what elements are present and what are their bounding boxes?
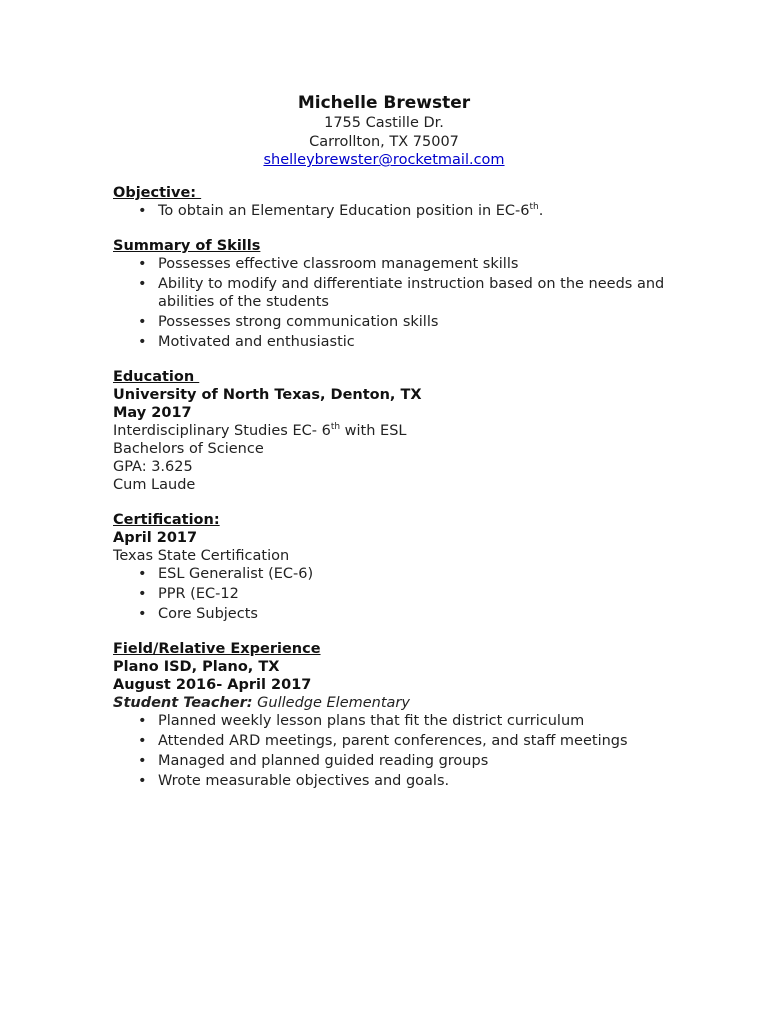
experience-heading: Field/Relative Experience (113, 641, 321, 657)
education-section (113, 368, 673, 494)
experience-dates: August 2016- April 2017 (113, 677, 312, 693)
role-title: Student Teacher: (113, 695, 253, 711)
objective-heading: Objective: (113, 185, 202, 201)
list-item: • Wrote measurable objectives and goals. (158, 772, 673, 790)
experience-section (113, 640, 673, 790)
education-heading: Education (113, 369, 200, 385)
experience-list (113, 712, 673, 790)
list-item: • PPR (EC-12 (158, 585, 673, 603)
list-item: • To obtain an Elementary Education position in EC-6th. (158, 202, 673, 220)
list-item: • Motivated and enthusiastic (158, 333, 673, 351)
resume-body (113, 184, 673, 807)
certification-title: Texas State Certification (113, 548, 290, 564)
list-item: • Planned weekly lesson plans that fit the district curriculum (158, 712, 673, 730)
objective-list (113, 202, 673, 220)
certification-list (113, 565, 673, 623)
education-degree-type: Bachelors of Science (113, 441, 264, 457)
experience-employer: Plano ISD, Plano, TX (113, 659, 280, 675)
address-line-1: 1755 Castille Dr. (324, 115, 444, 131)
list-item: • Attended ARD meetings, parent conferences, and staff meetings (158, 732, 673, 750)
skills-list (113, 255, 673, 351)
education-degree: Interdisciplinary Studies EC- 6th with ESL (113, 422, 407, 439)
experience-role (113, 694, 673, 712)
education-school: University of North Texas, Denton, TX (113, 387, 422, 403)
skills-section (113, 237, 673, 351)
certification-section (113, 511, 673, 623)
list-item: • Ability to modify and differentiate instruction based on the needs and abilities of the students (158, 275, 673, 311)
address-line-2: Carrollton, TX 75007 (309, 133, 459, 150)
education-date: May 2017 (113, 405, 192, 421)
certification-heading: Certification: (113, 512, 220, 528)
education-gpa: GPA: 3.625 (113, 459, 193, 475)
list-item: • Core Subjects (158, 605, 673, 623)
skills-heading: Summary of Skills (113, 238, 261, 254)
list-item: • ESL Generalist (EC-6) (158, 565, 673, 583)
list-item: • Possesses effective classroom management skills (158, 255, 673, 273)
role-school: Gulledge Elementary (252, 695, 410, 711)
list-item: • Possesses strong communication skills (158, 313, 673, 331)
email-link[interactable]: shelleybrewster@rocketmail.com (263, 152, 505, 168)
certification-date: April 2017 (113, 530, 198, 546)
education-honors: Cum Laude (113, 477, 196, 493)
objective-section (113, 184, 673, 220)
list-item: • Managed and planned guided reading groups (158, 752, 673, 770)
candidate-name: Michelle Brewster (297, 93, 471, 113)
resume-header (0, 92, 768, 170)
